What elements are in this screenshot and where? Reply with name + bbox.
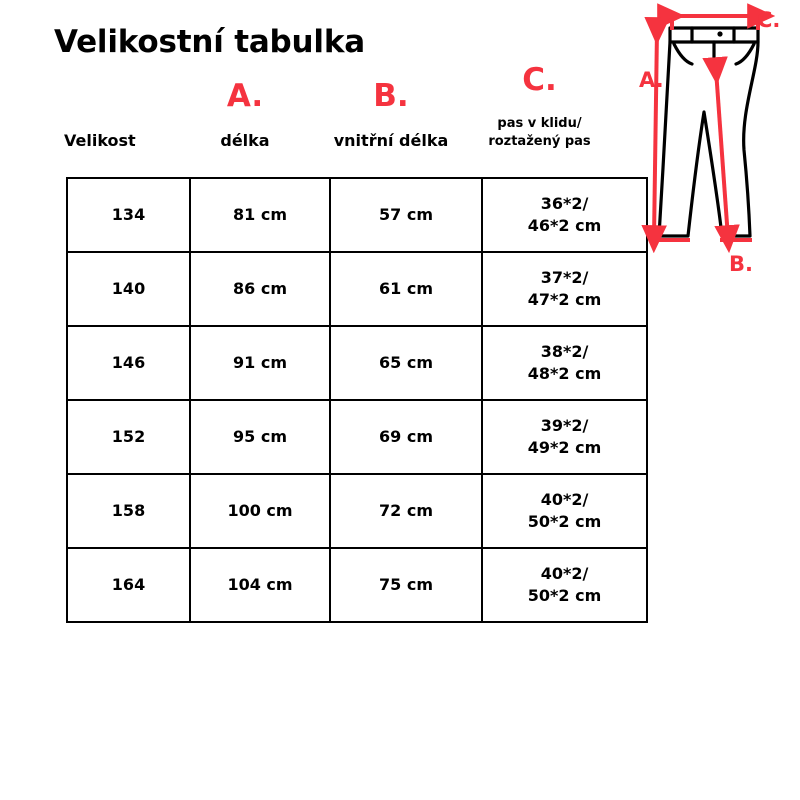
cell-waist-line1: 36*2/ [540,194,589,214]
size-table [66,177,648,623]
column-header-waist-line2: roztažený pas [488,133,591,149]
table-row [67,252,647,326]
marker-a: A. [226,78,264,114]
cell-size: 152 [67,400,190,474]
cell-waist-line2: 47*2 cm [527,290,602,309]
cell-waist-line1: 40*2/ [540,564,589,584]
cell-waist-line1: 38*2/ [540,342,589,362]
cell-waist-line2: 50*2 cm [527,512,602,531]
table-row [67,400,647,474]
cell-waist [482,548,647,622]
cell-waist [482,178,647,252]
cell-length: 86 cm [190,252,330,326]
cell-size: 158 [67,474,190,548]
cell-length: 91 cm [190,326,330,400]
diagram-label-b: B. [729,252,753,276]
cell-waist [482,326,647,400]
marker-b: B. [373,78,409,114]
cell-inner-length: 72 cm [330,474,482,548]
column-header-length: délka [220,131,270,150]
column-header-waist-line1: pas v klidu/ [497,116,582,131]
cell-waist [482,252,647,326]
table-row [67,326,647,400]
table-row [67,178,647,252]
diagram-label-a: A. [639,68,664,92]
cell-waist [482,400,647,474]
cell-waist-line2: 49*2 cm [527,438,602,457]
cell-waist-line2: 46*2 cm [527,216,602,235]
cell-inner-length: 61 cm [330,252,482,326]
column-header-waist [462,115,617,150]
trousers-diagram [630,0,800,290]
cell-waist-line1: 40*2/ [540,490,589,510]
cell-size: 164 [67,548,190,622]
cell-length: 100 cm [190,474,330,548]
cell-length: 104 cm [190,548,330,622]
cell-inner-length: 57 cm [330,178,482,252]
cell-size: 140 [67,252,190,326]
cell-waist-line1: 37*2/ [540,268,589,288]
table-row [67,548,647,622]
page-title: Velikostní tabulka [54,24,365,60]
cell-waist-line2: 48*2 cm [527,364,602,383]
cell-size: 134 [67,178,190,252]
cell-waist-line2: 50*2 cm [527,586,602,605]
column-header-inner-length: vnitřní délka [333,131,449,150]
cell-inner-length: 75 cm [330,548,482,622]
diagram-label-c: C. [757,8,781,32]
marker-c: C. [522,62,557,98]
cell-size: 146 [67,326,190,400]
column-header-size: Velikost [64,131,136,150]
cell-length: 95 cm [190,400,330,474]
cell-inner-length: 69 cm [330,400,482,474]
cell-waist-line1: 39*2/ [540,416,589,436]
table-row [67,474,647,548]
cell-inner-length: 65 cm [330,326,482,400]
cell-waist [482,474,647,548]
cell-length: 81 cm [190,178,330,252]
